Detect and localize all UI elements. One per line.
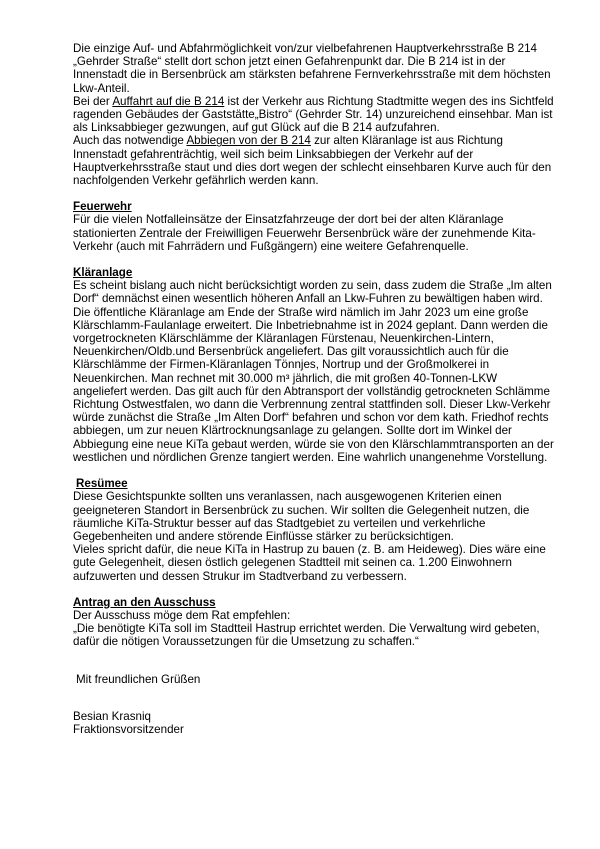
- intro-paragraph-2: [73, 95, 554, 135]
- intro-p3-after: zur alten Kläranlage ist aus Richtung Innenstadt gefahrenträchtig, weil sich beim Linksabbiegen der Verkehr auf der Hauptverkehrsstraße staut und dies dort wegen der schlecht einsehbaren Kurve auch für den nachfolgenden Verkehr gefährlich werden kann.: [73, 134, 552, 188]
- closing-greeting: Mit freundlichen Grüßen: [76, 672, 201, 686]
- antrag-heading: Antrag an den Ausschuss: [73, 595, 216, 609]
- resuemee-heading: Resümee: [76, 477, 128, 491]
- resuemee-paragraph-2: Vieles spricht dafür, die neue KiTa in Hastrup zu bauen (z. B. am Heideweg). Dies wäre eine gute Gelegenheit, diesen östlich gelegenen Stadtteil mit seinen ca. 1.200 Einwohnern aufzuwerten und dessen Strukur im Stadtverband zu verbessern.: [73, 543, 546, 583]
- intro-p2-after: ist der Verkehr aus Richtung Stadtmitte wegen des ins Sichtfeld ragenden Gebäudes der Gaststätte„Bistro“ (Gehrder Str. 14) unzureichend einsehbar. Man ist als Linksabbieger gezwungen, auf gut Glück auf die B 214 aufzufahren.: [73, 94, 554, 135]
- intro-paragraph-3: [73, 134, 554, 187]
- intro-paragraph-1: Die einzige Auf- und Abfahrmöglichkeit von/zur vielbefahrenen Hauptverkehrsstraße B 214 „Gehrder Straße“ stellt dort schon jetzt einen Gefahrenpunkt dar. Die B 214 ist in der Innenstadt die in Bersenbrück am stärksten befahrene Fernverkehrsstraße mit dem höchsten Lkw-Anteil.: [73, 42, 551, 95]
- antrag-quote: „Die benötigte KiTa soll im Stadtteil Hastrup errichtet werden. Die Verwaltung wird gebeten, dafür die nötigen Voraussetzungen für die Umsetzung zu schaffen.“: [73, 622, 540, 649]
- resuemee-paragraph-1: Diese Gesichtspunkte sollten uns veranlassen, nach ausgewogenen Kriterien einen geeigneteren Standort in Bersenbrück zu suchen. Wir sollten die Gelegenheit nutzen, die räumliche KiTa-Struktur besser auf das Stadtgebiet zu verteilen und verkehrliche Gegebenheiten und andere störende Einflüsse stärker zu berücksichtigen.: [73, 490, 530, 543]
- klaeranlage-heading: Kläranlage: [73, 266, 133, 280]
- intro-p2-before: Bei der: [73, 94, 113, 108]
- signer-role: Fraktionsvorsitzender: [73, 722, 184, 736]
- signer-name: Besian Krasniq: [73, 709, 151, 723]
- feuerwehr-text: Für die vielen Notfalleinsätze der Einsatzfahrzeuge der dort bei der alten Kläranlage stationierten Zentrale der Freiwilligen Feuerwehr Bersenbrück wäre der zunehmende Kita-Verkehr (auch mit Fahrrädern und Fußgängern) eine weitere Gefahrenquelle.: [73, 213, 536, 253]
- feuerwehr-heading: Feuerwehr: [73, 200, 132, 214]
- auffahrt-underlined: Auffahrt auf die B 214: [112, 94, 225, 108]
- intro-p3-before: Auch das notwendige: [73, 134, 187, 148]
- klaeranlage-text: Es scheint bislang auch nicht berücksichtigt worden zu sein, dass zudem die Straße „Im alten Dorf“ demnächst einen wesentlich höheren Anfall an Lkw-Fuhren zu bewältigen haben wird. Die öffentliche Kläranlage am Ende der Straße wird nämlich im Jahr 2023 um eine große Klärschlamm-Faulanlage erweitert. Die Inbetriebnahme ist in 2024 geplant. Dann werden die vorgetrockneten Klärschlämme der Kläranlagen Fürstenau, Neuenkirchen-Lintern, Neuenkirchen/Oldb.und Bersenbrück angeliefert. Das gilt voraussichtlich auch für die Klärschlämme der Firmen-Kläranlagen Tönnjes, Nortrup und der Großmolkerei in Neuenkirchen. Man rechnet mit 30.000 m³ jährlich, die mit großen 40-Tonnen-LKW angeliefert werden. Das gilt auch für den Abtransport der vollständig getrockneten Schlämme Richtung Ostwestfalen, wo dann die Verbrennung zentral stattfinden soll. Dieser Lkw-Verkehr würde zunächst die Straße „Im Alten Dorf“ befahren und schon vor dem kath. Friedhof rechts abbiegen, um zur neuen Klärtrocknungsanlage zu gelangen. Sollte dort im Winkel der Abbiegung eine neue KiTa gebaut werden, würde sie von den Klärschlammtransporten an der westlichen und nördlichen Grenze tangiert werden. Eine wahrlich unangenehme Vorstellung.: [73, 279, 554, 464]
- abbiegen-underlined: Abbiegen von der B 214: [186, 134, 311, 148]
- antrag-intro: Der Ausschuss möge dem Rat empfehlen:: [73, 608, 291, 622]
